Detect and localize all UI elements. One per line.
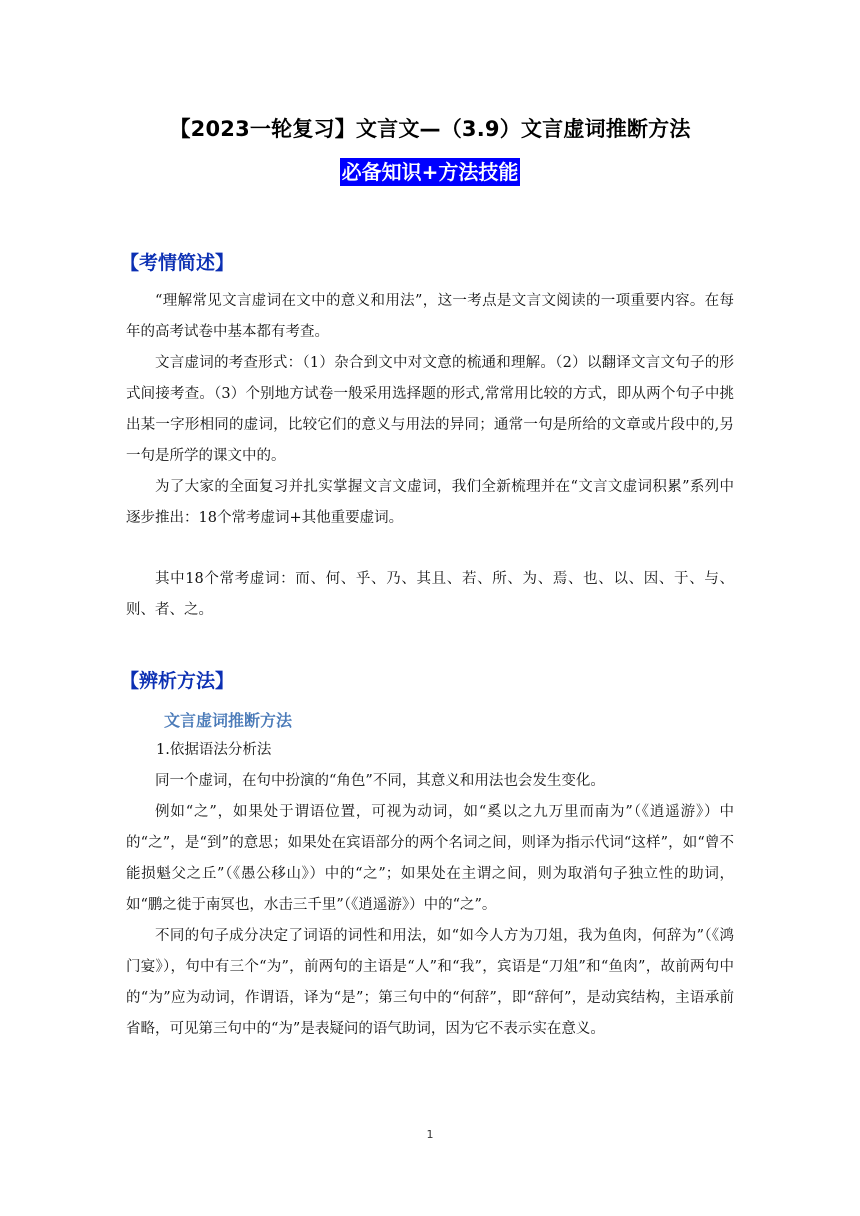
paragraph: 为了大家的全面复习并扎实掌握文言文虚词，我们全新梳理并在“文言文虚词积累”系列中逐步推出：18个常考虚词+其他重要虚词。 [126, 479, 734, 526]
paragraph: 其中18个常考虚词：而、何、乎、乃、其且、若、所、为、焉、也、以、因、于、与、则、者、之。 [126, 571, 734, 618]
paragraph: 同一个虚词，在句中扮演的“角色”不同，其意义和用法也会发生变化。 [155, 773, 605, 789]
paragraph: 不同的句子成分决定了词语的词性和用法，如“如今人方为刀俎，我为鱼肉，何辞为”（《鸿门宴》），句中有三个“为”，前两句的主语是“人”和“我”，宾语是“刀俎”和“鱼肉”，故前两句中的“为”应为动词，作谓语，译为“是”；第三句中的“何辞”，即“辞何”，是动宾结构，主语承前省略，可见第三句中的“为”是表疑问的语气助词，因为它不表示实在意义。 [126, 928, 735, 1037]
paragraph: 文言虚词的考查形式：（1）杂合到文中对文意的梳通和理解。（2）以翻译文言文句子的形式间接考查。（3）个别地方试卷一般采用选择题的形式,常常用比较的方式，即从两个句子中挑出某一字形相同的虚词，比较它们的意义与用法的异同；通常一句是所给的文章或片段中的,另一句是所学的课文中的。 [126, 355, 734, 464]
paragraph: 例如“之”，如果处于谓语位置，可视为动词，如“奚以之九万里而南为”（《逍遥游》）中的“之”，是“到”的意思；如果处在宾语部分的两个名词之间，则译为指示代词“这样”，如“曾不能损魁父之丘”（《愚公移山》）中的“之”；如果处在主谓之间，则为取消句子独立性的助词，如“鹏之徙于南冥也，水击三千里”（《逍遥游》）中的“之”。 [126, 804, 734, 913]
section-heading-analysis-methods: 【辨析方法】 [120, 670, 235, 692]
page-number: 1 [426, 1128, 434, 1141]
document-title: 【2023一轮复习】文言文—（3.9）文言虚词推断方法 [169, 117, 691, 141]
sub-heading-inference-methods: 文言虚词推断方法 [164, 711, 293, 730]
subtitle-container [0, 158, 860, 186]
paragraph: “理解常见文言虚词在文中的意义和用法”，这一考点是文言文阅读的一项重要内容。在每年的高考试卷中基本都有考查。 [126, 293, 734, 340]
document-subtitle: 必备知识+方法技能 [341, 160, 519, 184]
section-heading-exam-overview: 【考情简述】 [120, 252, 235, 274]
method-title: 1.依据语法分析法 [156, 742, 272, 758]
